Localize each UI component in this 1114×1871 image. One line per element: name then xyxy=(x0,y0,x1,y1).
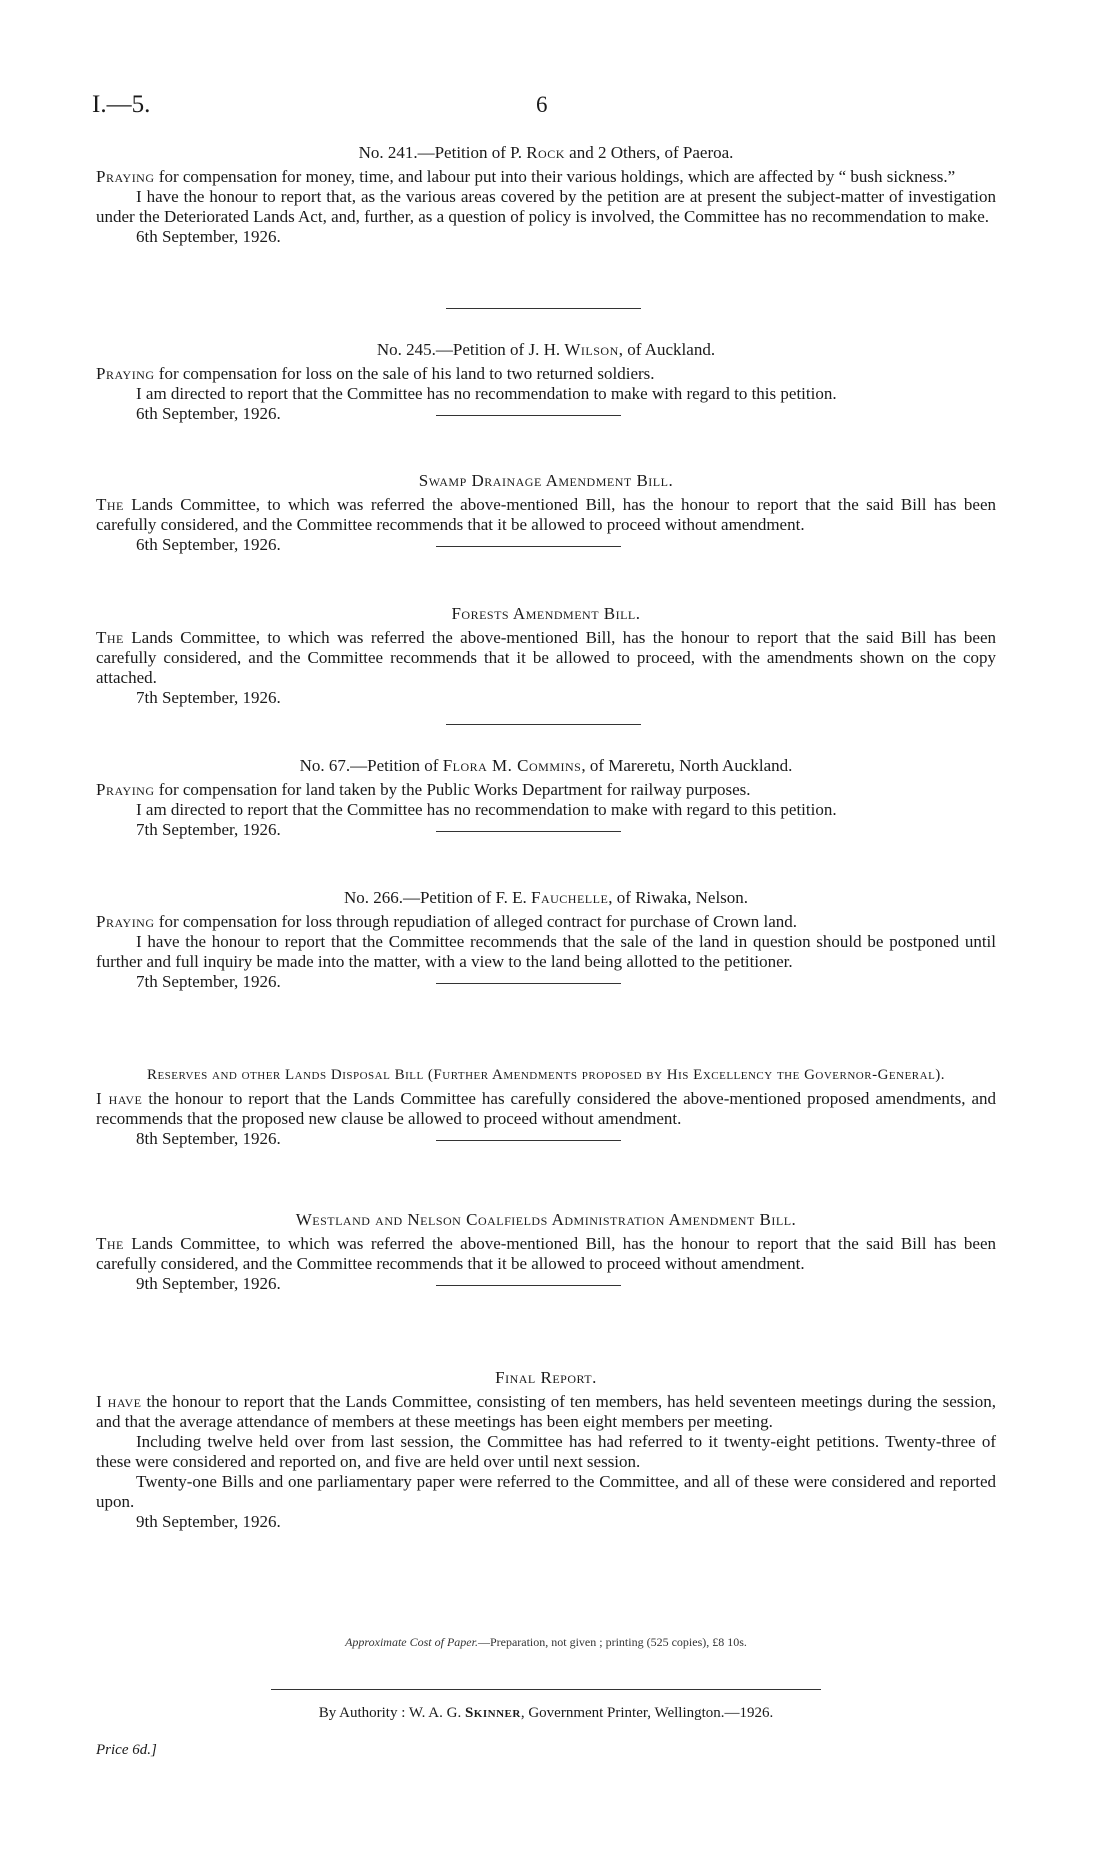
section-title: No. 245.—Petition of J. H. Wilson, of Auckland. xyxy=(376,340,716,359)
section-body: Praying for compensation for land taken by the Public Works Department for railway purposes. xyxy=(96,780,751,799)
section-report: I have the honour to report that the Committee recommends that the sale of the land in question should be postponed until further and full inquiry be made into the matter, with a view to the land being allotted to the petitioner. xyxy=(96,932,996,971)
section-date: 8th September, 1926. xyxy=(96,1129,996,1149)
westland-nelson-bill xyxy=(96,1210,996,1294)
section-date: 6th September, 1926. xyxy=(136,227,281,246)
petition-67 xyxy=(96,756,996,840)
section-body: Praying for compensation for loss on the sale of his land to two returned soldiers. xyxy=(96,364,655,383)
petition-266 xyxy=(96,888,996,992)
section-paragraph: Twenty-one Bills and one parliamentary paper were referred to the Committee, and all of these were considered and reported upon. xyxy=(96,1472,996,1511)
section-title: Reserves and other Lands Disposal Bill (Further Amendments proposed by His Excellency the Governor-General). xyxy=(146,1067,946,1083)
section-date: 9th September, 1926. xyxy=(96,1274,996,1294)
section-body: The Lands Committee, to which was referred the above-mentioned Bill, has the honour to report that the said Bill has been carefully considered, and the Committee recommends that it be allowed to proceed without amendment. xyxy=(96,495,996,534)
section-date: 7th September, 1926. xyxy=(96,820,996,840)
petition-241 xyxy=(96,143,996,247)
footer-divider xyxy=(271,1689,821,1690)
section-body: I have the honour to report that the Lands Committee, consisting of ten members, has held seventeen meetings during the session, and that the average attendance of members at these meetings has been eight members per meeting. xyxy=(96,1392,996,1431)
section-divider xyxy=(446,724,641,725)
section-date: 6th September, 1926. xyxy=(96,404,996,424)
page-number: 6 xyxy=(536,92,548,117)
section-date: 7th September, 1926. xyxy=(96,972,996,992)
section-paragraph: Including twelve held over from last session, the Committee has had referred to it twenty-eight petitions. Twenty-three of these were considered and reported on, and five are held over until next session. xyxy=(96,1432,996,1471)
paper-reference: I.—5. xyxy=(92,91,151,118)
section-report: I am directed to report that the Committee has no recommendation to make with regard to this petition. xyxy=(136,384,837,403)
section-date: 6th September, 1926. xyxy=(96,535,996,555)
date-rule xyxy=(436,831,621,832)
date-rule xyxy=(436,1285,621,1286)
reserves-lands-bill xyxy=(96,1065,996,1149)
section-title: No. 266.—Petition of F. E. Fauchelle, of Riwaka, Nelson. xyxy=(343,888,749,907)
section-title: Swamp Drainage Amendment Bill. xyxy=(418,471,674,490)
section-title: Westland and Nelson Coalfields Administration Amendment Bill. xyxy=(295,1210,797,1229)
date-rule xyxy=(436,415,621,416)
petition-245 xyxy=(96,340,996,424)
section-divider xyxy=(446,308,641,309)
date-rule xyxy=(436,983,621,984)
section-title: No. 241.—Petition of P. Rock and 2 Others, of Paeroa. xyxy=(358,143,734,162)
printer-authority: By Authority : W. A. G. Skinner, Government Printer, Wellington.—1926. xyxy=(318,1705,774,1721)
section-title: No. 67.—Petition of Flora M. Commins, of Mareretu, North Auckland. xyxy=(299,756,793,775)
section-date: 9th September, 1926. xyxy=(136,1512,281,1531)
page-header xyxy=(92,90,996,120)
section-title: Forests Amendment Bill. xyxy=(451,604,641,623)
section-body: The Lands Committee, to which was referred the above-mentioned Bill, has the honour to report that the said Bill has been carefully considered, and the Committee recommends that it be allowed to proceed, with the amendments shown on the copy attached. xyxy=(96,628,996,687)
final-report xyxy=(96,1368,996,1532)
swamp-drainage-bill xyxy=(96,471,996,555)
section-body: The Lands Committee, to which was referred the above-mentioned Bill, has the honour to report that the said Bill has been carefully considered, and the Committee recommends that it be allowed to proceed without amendment. xyxy=(96,1234,996,1273)
section-date: 7th September, 1926. xyxy=(136,688,281,707)
price: Price 6d.] xyxy=(96,1742,157,1758)
cost-of-paper: Approximate Cost of Paper.—Preparation, not given ; printing (525 copies), £8 10s. xyxy=(345,1635,747,1649)
section-title: Final Report. xyxy=(495,1368,597,1387)
section-body: Praying for compensation for money, time, and labour put into their various holdings, which are affected by “ bush sickness.” xyxy=(96,167,956,186)
date-rule xyxy=(436,1140,621,1141)
section-body: Praying for compensation for loss through repudiation of alleged contract for purchase of Crown land. xyxy=(96,912,798,931)
section-report: I have the honour to report that, as the various areas covered by the petition are at present the subject-matter of investigation under the Deteriorated Lands Act, and, further, as a question of policy is involved, the Committee has no recommendation to make. xyxy=(96,187,996,226)
section-body: I have the honour to report that the Lands Committee has carefully considered the above-mentioned proposed amendments, and recommends that the proposed new clause be allowed to proceed without amendment. xyxy=(96,1089,996,1128)
forests-bill xyxy=(96,604,996,708)
section-report: I am directed to report that the Committee has no recommendation to make with regard to this petition. xyxy=(136,800,837,819)
date-rule xyxy=(436,546,621,547)
